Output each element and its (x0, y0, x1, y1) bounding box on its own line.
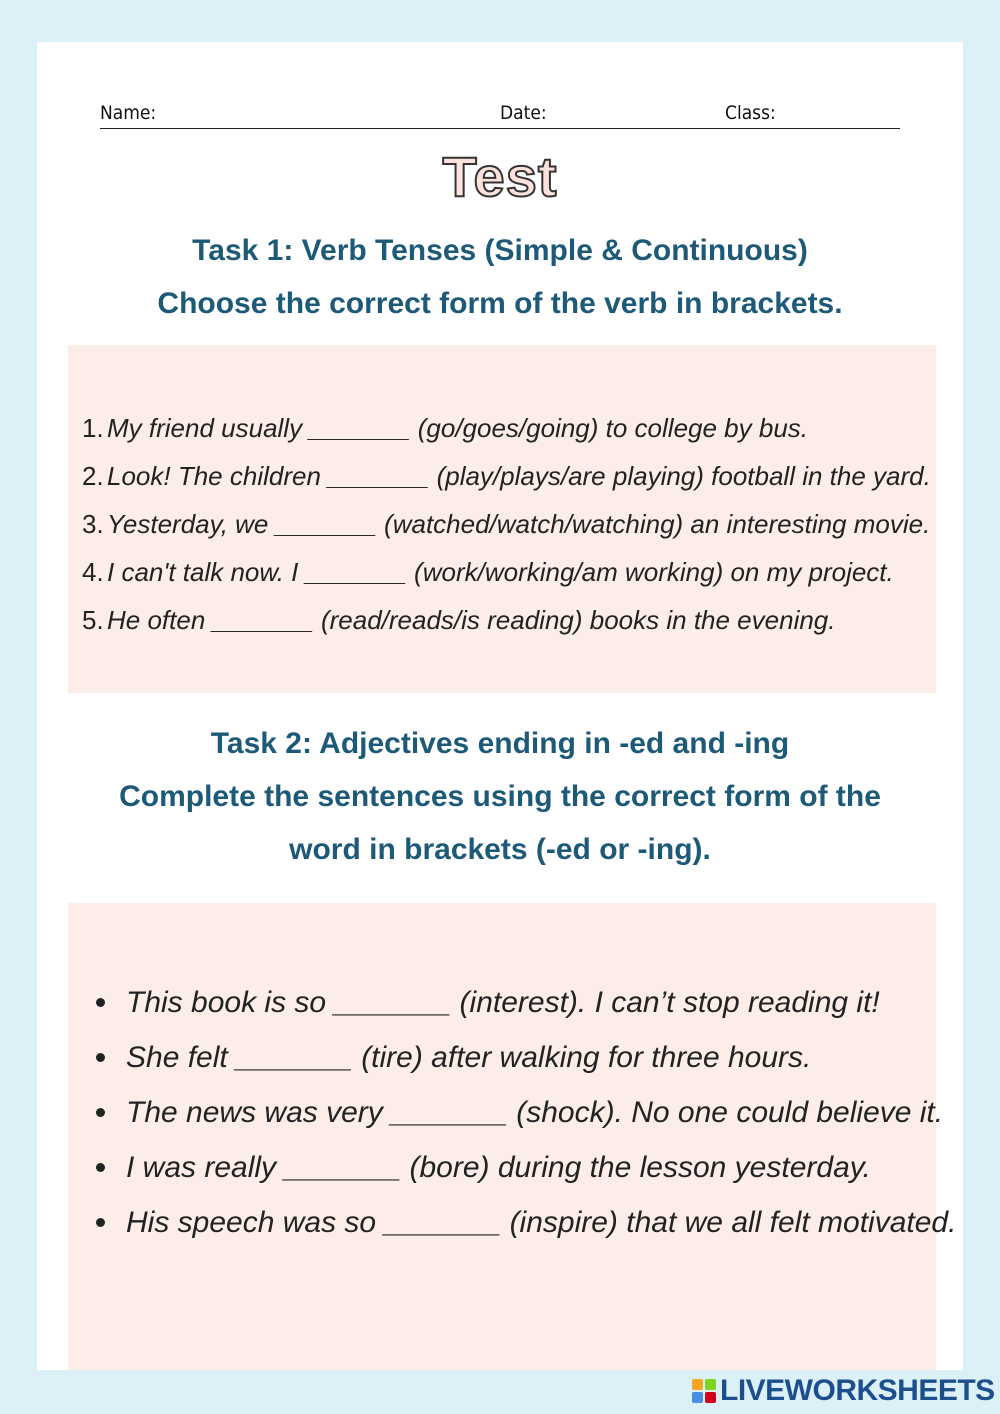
list-item (82, 404, 931, 452)
question-number: 5. (82, 605, 104, 635)
page-title: Test (442, 145, 558, 208)
list-item (96, 1085, 956, 1140)
sentence-text: I was really _______ (bore) during the lesson yesterday. (126, 1151, 871, 1184)
list-item (96, 975, 956, 1030)
bullet-icon (96, 1218, 105, 1227)
sentence-text: She felt _______ (tire) after walking for three hours. (126, 1041, 812, 1074)
question-number: 1. (82, 413, 104, 443)
list-item (96, 1030, 956, 1085)
task2-heading: Task 2: Adjectives ending in -ed and -ing (210, 727, 790, 760)
task2-heading-block (0, 717, 1000, 876)
question-number: 2. (82, 461, 104, 491)
name-label: Name: (100, 102, 157, 124)
question-text: I can't talk now. I _______ (work/working/am working) on my project. (107, 557, 894, 587)
task1-heading: Task 1: Verb Tenses (Simple & Continuous) (192, 234, 808, 267)
liveworksheets-logo-icon (692, 1379, 716, 1403)
sentence-text: The news was very _______ (shock). No one could believe it. (126, 1096, 944, 1129)
sentence-text: His speech was so _______ (inspire) that we all felt motivated. (126, 1206, 957, 1239)
student-info-line (100, 100, 900, 129)
list-item (96, 1140, 956, 1195)
list-item (82, 452, 931, 500)
logo-square (705, 1392, 716, 1403)
task2-instruction-line2: word in brackets (-ed or -ing). (289, 833, 711, 866)
bullet-icon (96, 1053, 105, 1062)
list-item (82, 596, 931, 644)
logo-square (692, 1392, 703, 1403)
task2-instruction-line1: Complete the sentences using the correct form of the (119, 780, 881, 813)
sentence-text: This book is so _______ (interest). I can’t stop reading it! (126, 986, 880, 1019)
question-text: Look! The children _______ (play/plays/are playing) football in the yard. (107, 461, 931, 491)
question-text: My friend usually _______ (go/goes/going) to college by bus. (107, 413, 808, 443)
brand-name: LIVEWORKSHEETS (720, 1374, 995, 1407)
list-item (96, 1195, 956, 1250)
logo-square (705, 1379, 716, 1390)
list-item (82, 548, 931, 596)
task1-heading-block (0, 224, 1000, 330)
date-label: Date: (500, 102, 547, 124)
task1-question-list (82, 404, 931, 644)
question-text: Yesterday, we _______ (watched/watch/watching) an interesting movie. (107, 509, 931, 539)
bullet-icon (96, 1163, 105, 1172)
logo-square (692, 1379, 703, 1390)
bullet-icon (96, 1108, 105, 1117)
question-text: He often _______ (read/reads/is reading) books in the evening. (107, 605, 836, 635)
list-item (82, 500, 931, 548)
question-number: 4. (82, 557, 104, 587)
bullet-icon (96, 998, 105, 1007)
question-number: 3. (82, 509, 104, 539)
task1-instruction: Choose the correct form of the verb in brackets. (157, 287, 843, 320)
task2-sentence-list (96, 975, 956, 1250)
liveworksheets-brand[interactable] (692, 1374, 995, 1408)
class-label: Class: (725, 102, 776, 124)
